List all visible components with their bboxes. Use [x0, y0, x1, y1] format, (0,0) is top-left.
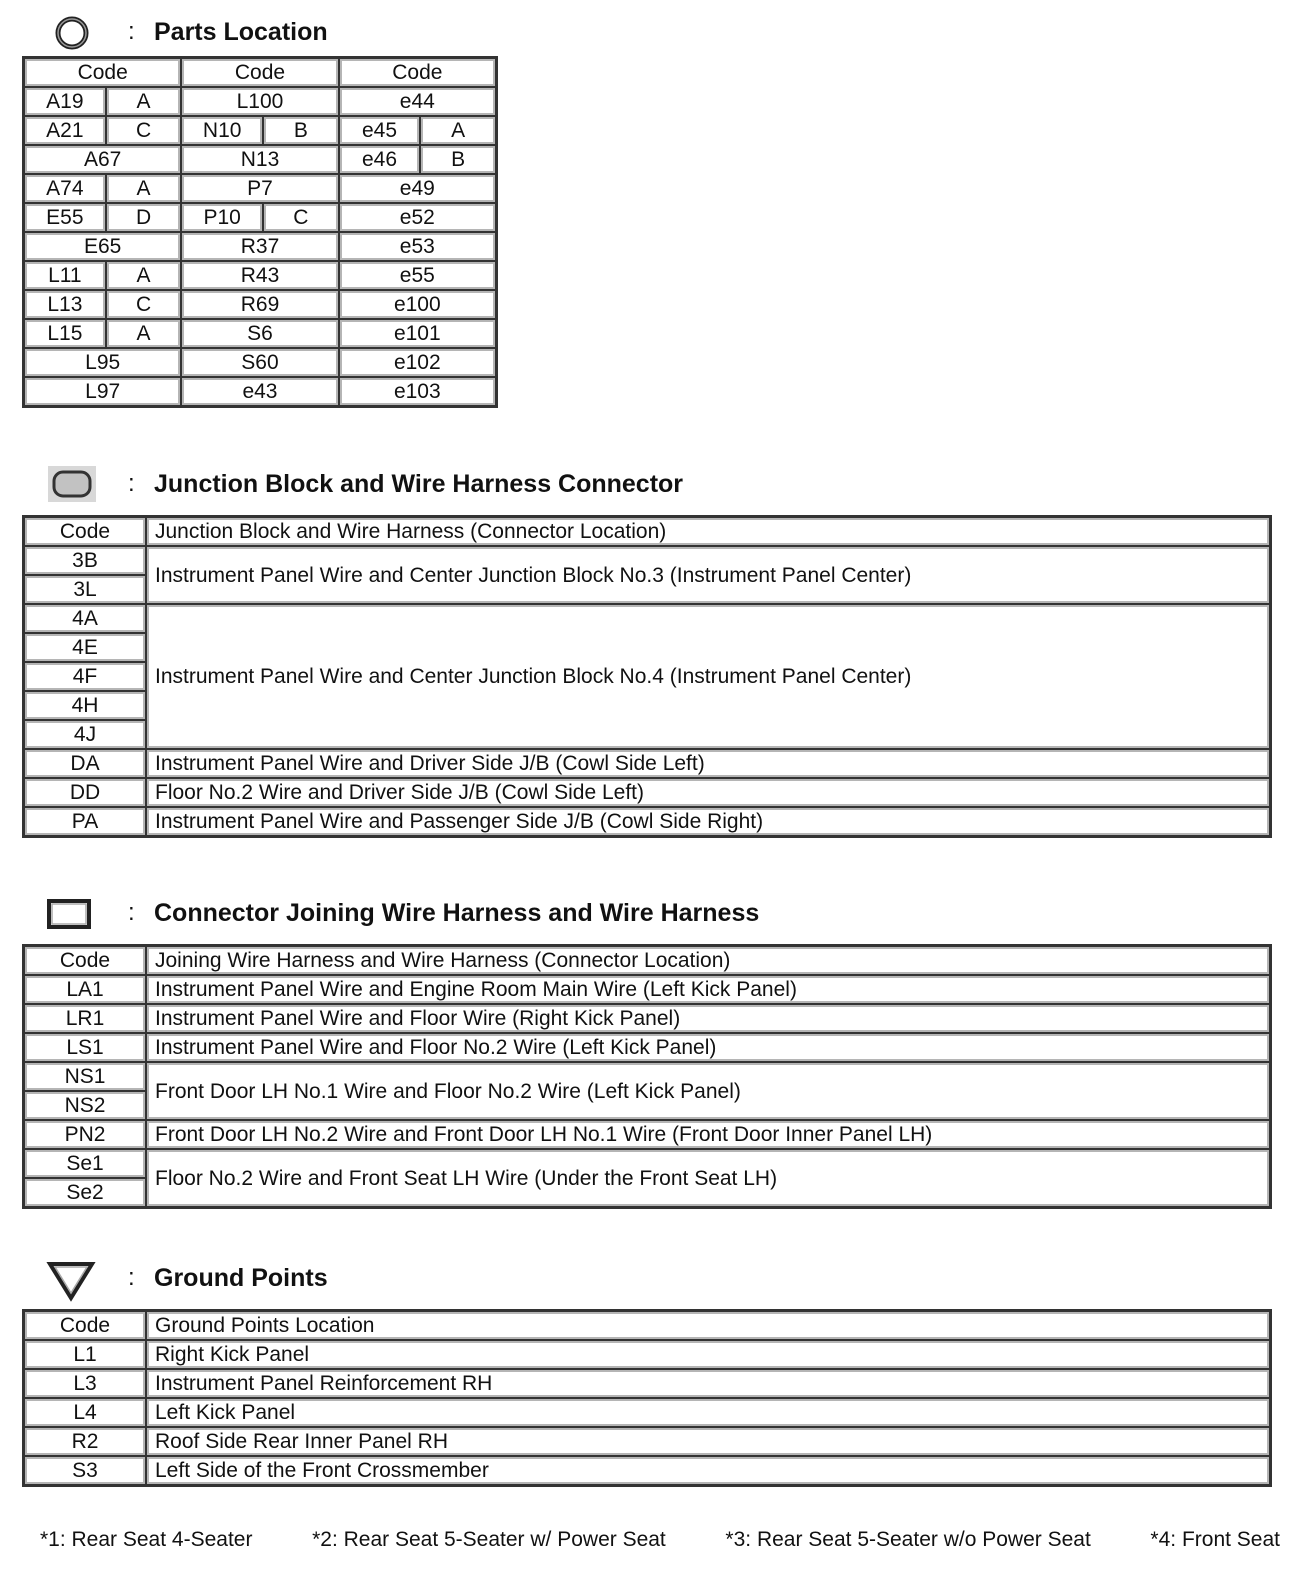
code-cell: LA1: [24, 975, 147, 1004]
table-row: [24, 1149, 1271, 1178]
part-code-cell: E55: [24, 203, 106, 232]
code-cell: 4A: [24, 604, 147, 633]
part-code-cell: e49: [339, 174, 497, 203]
part-ref-cell: A: [106, 87, 182, 116]
part-code-cell: N10: [181, 116, 263, 145]
part-code-cell: e101: [339, 319, 497, 348]
section-title: Connector Joining Wire Harness and Wire Harness: [154, 898, 760, 927]
part-ref-cell: A: [106, 319, 182, 348]
table-row: [24, 1033, 1271, 1062]
table-row: [24, 546, 1271, 575]
location-header: Ground Points Location: [146, 1311, 1271, 1341]
column-header: Code: [24, 58, 182, 88]
code-cell: 4F: [24, 662, 147, 691]
location-cell: Instrument Panel Reinforcement RH: [146, 1369, 1271, 1398]
code-header: Code: [24, 517, 147, 547]
table-row: [24, 87, 497, 116]
part-code-cell: R69: [181, 290, 338, 319]
table-row: [24, 604, 1271, 633]
table-row: [24, 290, 497, 319]
location-cell: Roof Side Rear Inner Panel RH: [146, 1427, 1271, 1456]
table-row: [24, 749, 1271, 778]
table-row: [24, 1062, 1271, 1091]
junction-block-heading: [44, 464, 683, 504]
ground-points-table: [22, 1309, 1272, 1487]
code-cell: Se1: [24, 1149, 147, 1178]
table-row: [24, 261, 497, 290]
footnote-item: *3: Rear Seat 5-Seater w/o Power Seat: [725, 1528, 1091, 1551]
location-cell: Right Kick Panel: [146, 1340, 1271, 1369]
location-cell: Instrument Panel Wire and Engine Room Main Wire (Left Kick Panel): [146, 975, 1271, 1004]
code-cell: L4: [24, 1398, 147, 1427]
code-cell: LS1: [24, 1033, 147, 1062]
location-cell: Instrument Panel Wire and Floor No.2 Wire (Left Kick Panel): [146, 1033, 1271, 1062]
part-ref-cell: A: [420, 116, 496, 145]
part-ref-cell: A: [106, 261, 182, 290]
table-row: [24, 1004, 1271, 1033]
part-code-cell: e53: [339, 232, 497, 261]
code-cell: S3: [24, 1456, 147, 1486]
part-code-cell: e103: [339, 377, 497, 407]
part-code-cell: e46: [339, 145, 421, 174]
part-code-cell: R43: [181, 261, 338, 290]
part-code-cell: e55: [339, 261, 497, 290]
part-code-cell: L100: [181, 87, 338, 116]
location-cell: Left Kick Panel: [146, 1398, 1271, 1427]
code-cell: LR1: [24, 1004, 147, 1033]
location-header: Joining Wire Harness and Wire Harness (Connector Location): [146, 946, 1271, 976]
heading-colon: :: [128, 899, 135, 926]
rounded-rect-icon: [44, 464, 100, 504]
code-header: Code: [24, 1311, 147, 1341]
code-cell: NS2: [24, 1091, 147, 1120]
circle-icon: [44, 12, 100, 52]
footnote-item: *1: Rear Seat 4-Seater: [40, 1528, 253, 1551]
code-cell: Se2: [24, 1178, 147, 1208]
table-row: [24, 778, 1271, 807]
part-code-cell: S6: [181, 319, 338, 348]
part-code-cell: P7: [181, 174, 338, 203]
location-cell: Front Door LH No.2 Wire and Front Door LH No.1 Wire (Front Door Inner Panel LH): [146, 1120, 1271, 1149]
table-row: [24, 975, 1271, 1004]
code-cell: 3L: [24, 575, 147, 604]
table-header-row: [24, 58, 497, 88]
code-cell: 4H: [24, 691, 147, 720]
table-row: [24, 174, 497, 203]
location-header: Junction Block and Wire Harness (Connector Location): [146, 517, 1271, 547]
table-row: [24, 1120, 1271, 1149]
rectangle-icon: [44, 893, 100, 933]
part-code-cell: L97: [24, 377, 182, 407]
junction-block-table: [22, 515, 1272, 838]
code-cell: PA: [24, 807, 147, 837]
table-row: [24, 1369, 1271, 1398]
table-row: [24, 807, 1271, 837]
table-row: [24, 203, 497, 232]
parts-location-table: [22, 56, 498, 408]
table-row: [24, 377, 497, 407]
location-cell: Instrument Panel Wire and Driver Side J/B (Cowl Side Left): [146, 749, 1271, 778]
section-title: Parts Location: [154, 17, 328, 46]
table-header-row: [24, 517, 1271, 547]
part-code-cell: e45: [339, 116, 421, 145]
footnote-item: *2: Rear Seat 5-Seater w/ Power Seat: [312, 1528, 666, 1551]
part-ref-cell: C: [106, 116, 182, 145]
footnote-item: *4: Front Seat: [1150, 1528, 1280, 1551]
table-row: [24, 232, 497, 261]
part-code-cell: e102: [339, 348, 497, 377]
heading-colon: :: [128, 1264, 135, 1291]
column-header: Code: [181, 58, 338, 88]
location-cell: Instrument Panel Wire and Floor Wire (Right Kick Panel): [146, 1004, 1271, 1033]
part-code-cell: L95: [24, 348, 182, 377]
part-code-cell: L11: [24, 261, 106, 290]
table-row: [24, 319, 497, 348]
part-code-cell: e43: [181, 377, 338, 407]
table-row: [24, 116, 497, 145]
part-ref-cell: B: [420, 145, 496, 174]
code-cell: DD: [24, 778, 147, 807]
part-code-cell: E65: [24, 232, 182, 261]
part-code-cell: P10: [181, 203, 263, 232]
part-code-cell: N13: [181, 145, 338, 174]
code-header: Code: [24, 946, 147, 976]
part-code-cell: A19: [24, 87, 106, 116]
part-code-cell: L13: [24, 290, 106, 319]
code-cell: L3: [24, 1369, 147, 1398]
table-row: [24, 1340, 1271, 1369]
table-header-row: [24, 946, 1271, 976]
code-cell: 4E: [24, 633, 147, 662]
heading-colon: :: [128, 470, 135, 497]
code-cell: L1: [24, 1340, 147, 1369]
part-ref-cell: A: [106, 174, 182, 203]
part-code-cell: e100: [339, 290, 497, 319]
part-ref-cell: D: [106, 203, 182, 232]
location-cell: Left Side of the Front Crossmember: [146, 1456, 1271, 1486]
table-row: [24, 145, 497, 174]
part-code-cell: S60: [181, 348, 338, 377]
location-cell: Floor No.2 Wire and Front Seat LH Wire (Under the Front Seat LH): [146, 1149, 1271, 1208]
location-cell: Floor No.2 Wire and Driver Side J/B (Cowl Side Left): [146, 778, 1271, 807]
location-cell: Instrument Panel Wire and Center Junction Block No.4 (Instrument Panel Center): [146, 604, 1271, 749]
code-cell: R2: [24, 1427, 147, 1456]
heading-colon: :: [128, 18, 135, 45]
part-code-cell: L15: [24, 319, 106, 348]
code-cell: 4J: [24, 720, 147, 749]
part-code-cell: A67: [24, 145, 182, 174]
location-cell: Front Door LH No.1 Wire and Floor No.2 Wire (Left Kick Panel): [146, 1062, 1271, 1120]
table-row: [24, 1398, 1271, 1427]
part-code-cell: e52: [339, 203, 497, 232]
code-cell: 3B: [24, 546, 147, 575]
ground-points-heading: [44, 1258, 328, 1298]
part-code-cell: e44: [339, 87, 497, 116]
connector-joining-heading: [44, 893, 759, 933]
location-cell: Instrument Panel Wire and Center Junction Block No.3 (Instrument Panel Center): [146, 546, 1271, 604]
section-title: Junction Block and Wire Harness Connector: [154, 469, 684, 498]
code-cell: DA: [24, 749, 147, 778]
code-cell: PN2: [24, 1120, 147, 1149]
section-title: Ground Points: [154, 1263, 328, 1292]
part-code-cell: A74: [24, 174, 106, 203]
column-header: Code: [339, 58, 497, 88]
table-row: [24, 1427, 1271, 1456]
table-header-row: [24, 1311, 1271, 1341]
triangle-down-icon: [44, 1258, 100, 1298]
table-row: [24, 1456, 1271, 1486]
part-code-cell: R37: [181, 232, 338, 261]
connector-joining-table: [22, 944, 1272, 1209]
footnote: [40, 1528, 1280, 1552]
part-ref-cell: C: [106, 290, 182, 319]
part-ref-cell: B: [263, 116, 339, 145]
parts-location-heading: [44, 12, 328, 52]
part-ref-cell: C: [263, 203, 339, 232]
location-cell: Instrument Panel Wire and Passenger Side J/B (Cowl Side Right): [146, 807, 1271, 837]
code-cell: NS1: [24, 1062, 147, 1091]
table-row: [24, 348, 497, 377]
part-code-cell: A21: [24, 116, 106, 145]
